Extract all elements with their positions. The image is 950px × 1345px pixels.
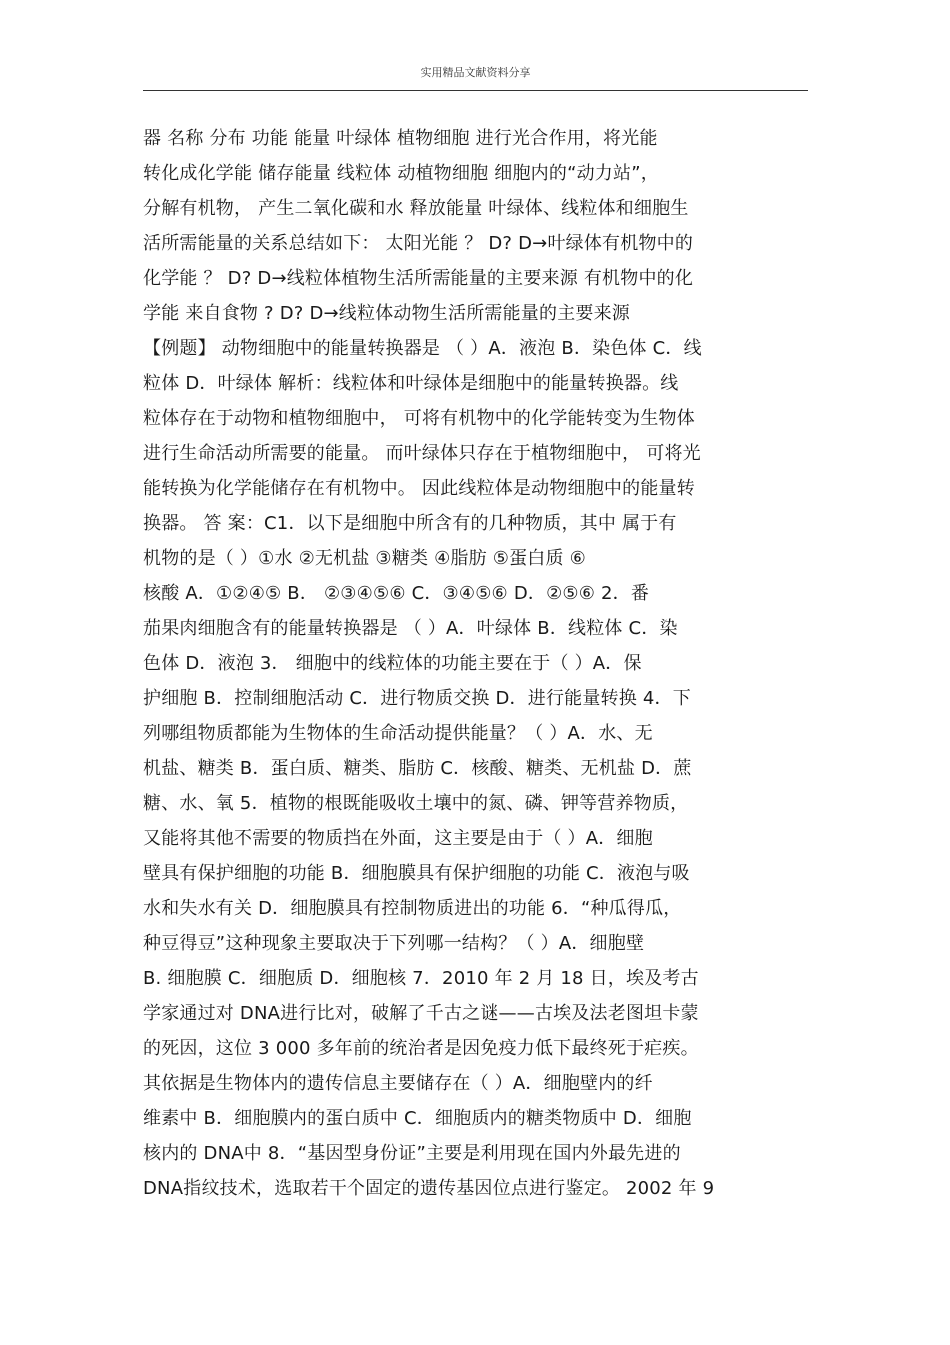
- text-line: 粒体 D．叶绿体 解析：线粒体和叶绿体是细胞中的能量转换器。线: [143, 373, 679, 394]
- text-line: 其依据是生物体内的遗传信息主要储存在（ ）A．细胞壁内的纤: [143, 1073, 653, 1094]
- text-line: 机物的是（ ）①水 ②无机盐 ③糖类 ④脂肪 ⑤蛋白质 ⑥: [143, 548, 586, 569]
- text-line: B. 细胞膜 C．细胞质 D．细胞核 7．2010 年 2 月 18 日，埃及考古: [143, 968, 699, 989]
- text-line: 维素中 B．细胞膜内的蛋白质中 C．细胞质内的糖类物质中 D．细胞: [143, 1108, 692, 1129]
- text-line: 的死因，这位 3 000 多年前的统治者是因免疫力低下最终死于疟疾。: [143, 1038, 699, 1059]
- text-line: 壁具有保护细胞的功能 B．细胞膜具有保护细胞的功能 C．液泡与吸: [143, 863, 690, 884]
- text-line: 糖、水、氧 5．植物的根既能吸收土壤中的氮、磷、钾等营养物质，: [143, 793, 689, 814]
- text-line: 又能将其他不需要的物质挡在外面，这主要是由于（ ）A．细胞: [143, 828, 653, 849]
- text-line: 茄果肉细胞含有的能量转换器是 （ ）A．叶绿体 B．线粒体 C．染: [143, 618, 678, 639]
- text-line: 种豆得豆”这种现象主要取决于下列哪一结构？（ ）A．细胞壁: [143, 933, 645, 954]
- text-line: 机盐、糖类 B．蛋白质、糖类、脂肪 C．核酸、糖类、无机盐 D．蔗: [143, 758, 692, 779]
- text-line: 列哪组物质都能为生物体的生命活动提供能量？（ ）A．水、无: [143, 723, 653, 744]
- text-line: 器 名称 分布 功能 能量 叶绿体 植物细胞 进行光合作用，将光能: [143, 128, 658, 149]
- text-line: 【例题】 动物细胞中的能量转换器是 （ ）A．液泡 B．染色体 C．线: [143, 338, 702, 359]
- text-line: 活所需能量的关系总结如下： 太阳光能 ？ D? D→叶绿体有机物中的: [143, 233, 694, 254]
- text-line: DNA指纹技术，选取若干个固定的遗传基因位点进行鉴定。 2002 年 9: [143, 1178, 715, 1199]
- text-line: 粒体存在于动物和植物细胞中， 可将有机物中的化学能转变为生物体: [143, 408, 695, 429]
- text-line: 核内的 DNA中 8．“基因型身份证”主要是利用现在国内外最先进的: [143, 1143, 681, 1164]
- document-body: [143, 121, 813, 1206]
- text-line: 换器。 答 案：C1．以下是细胞中所含有的几种物质，其中 属于有: [143, 513, 677, 534]
- text-line: 护细胞 B．控制细胞活动 C．进行物质交换 D．进行能量转换 4．下: [143, 688, 691, 709]
- text-line: 进行生命活动所需要的能量。 而叶绿体只存在于植物细胞中， 可将光: [143, 443, 701, 464]
- text-line: 化学能 ？ D? D→线粒体植物生活所需能量的主要来源 有机物中的化: [143, 268, 694, 289]
- text-line: 学家通过对 DNA进行比对，破解了千古之谜——古埃及法老图坦卡蒙: [143, 1003, 699, 1024]
- page-header: 实用精品文献资料分享: [420, 66, 531, 79]
- text-line: 能转换为化学能储存在有机物中。 因此线粒体是动物细胞中的能量转: [143, 478, 695, 499]
- text-line: 色体 D．液泡 3． 细胞中的线粒体的功能主要在于（ ）A．保: [143, 653, 642, 674]
- header-divider: [143, 90, 808, 91]
- text-line: 水和失水有关 D．细胞膜具有控制物质进出的功能 6．“种瓜得瓜，: [143, 898, 682, 919]
- text-line: 学能 来自食物 ? D? D→线粒体动物生活所需能量的主要来源: [143, 303, 630, 324]
- text-line: 分解有机物， 产生二氧化碳和水 释放能量 叶绿体、线粒体和细胞生: [143, 198, 689, 219]
- text-line: 转化成化学能 储存能量 线粒体 动植物细胞 细胞内的“动力站”，: [143, 163, 659, 184]
- text-line: 核酸 A．①②④⑤ B． ②③④⑤⑥ C．③④⑤⑥ D．②⑤⑥ 2．番: [143, 583, 650, 604]
